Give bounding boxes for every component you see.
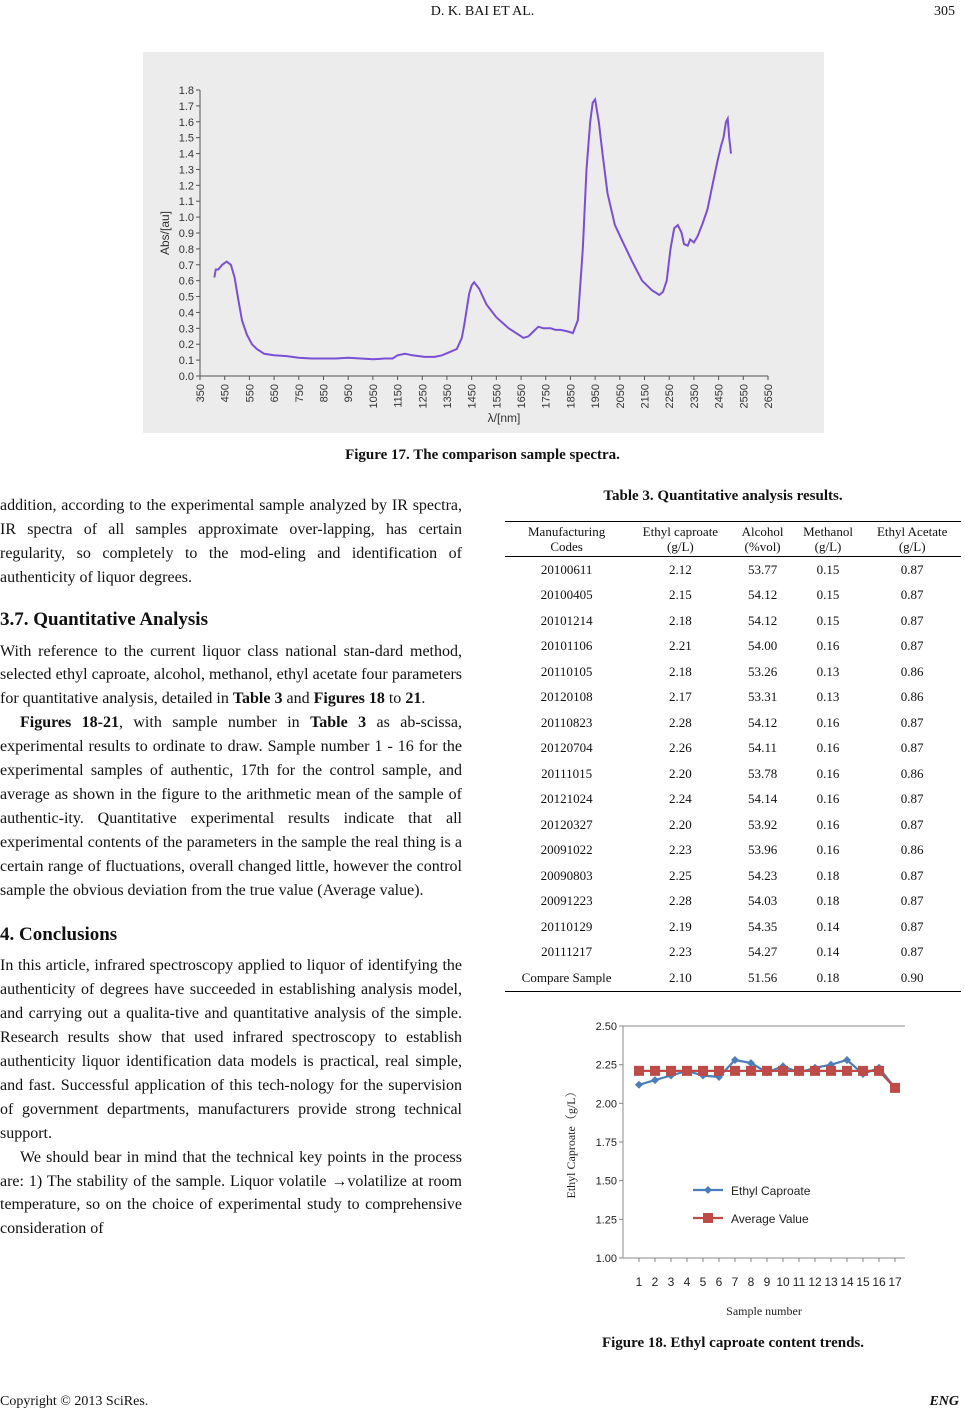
table-row bbox=[505, 685, 961, 711]
table-cell: 0.18 bbox=[816, 893, 840, 909]
y-tick-label: 1.5 bbox=[178, 132, 194, 145]
x-tick-label: 350 bbox=[195, 384, 207, 403]
table-cell: Compare Sample bbox=[505, 965, 628, 991]
table-cell: 20100405 bbox=[540, 587, 593, 603]
x-tick-label: 950 bbox=[343, 384, 356, 403]
table-cell: 0.16 bbox=[816, 842, 840, 858]
y-tick-label: 0.5 bbox=[178, 291, 194, 304]
table-cell: 20090803 bbox=[540, 867, 593, 883]
table-cell: 53.31 bbox=[747, 689, 778, 705]
legend-marker bbox=[703, 1213, 713, 1223]
section-heading-3-7: 3.7. Quantitative Analysis bbox=[0, 608, 208, 630]
x-tick-label: 1550 bbox=[491, 384, 504, 409]
data-point bbox=[730, 1066, 740, 1076]
table-ref[interactable]: Table 3 bbox=[310, 714, 367, 732]
column-header-line: Alcohol bbox=[741, 524, 784, 539]
x-tick-label: 2050 bbox=[614, 384, 627, 409]
data-point bbox=[858, 1066, 868, 1076]
x-tick-label: 1950 bbox=[590, 384, 603, 409]
table-cell: 20091022 bbox=[540, 842, 593, 858]
table-row bbox=[505, 761, 961, 787]
data-point bbox=[842, 1066, 852, 1076]
data-point bbox=[794, 1066, 804, 1076]
x-axis-label: Sample number bbox=[726, 1304, 802, 1318]
table-cell: 20120108 bbox=[540, 689, 593, 705]
y-tick-label: 1.75 bbox=[595, 1137, 617, 1149]
table-cell: 54.12 bbox=[747, 587, 778, 603]
table-cell: 54.03 bbox=[747, 893, 778, 909]
table-row bbox=[505, 965, 961, 991]
table-row bbox=[505, 838, 961, 864]
x-tick-label: 1750 bbox=[540, 384, 553, 409]
x-tick-label: 2350 bbox=[688, 384, 701, 409]
table-row bbox=[505, 889, 961, 915]
data-point bbox=[682, 1066, 692, 1076]
x-tick-label: 2150 bbox=[639, 384, 652, 409]
table-row bbox=[505, 940, 961, 966]
x-tick-label: 2250 bbox=[664, 384, 677, 409]
data-point bbox=[635, 1081, 643, 1089]
x-tick-label: 6 bbox=[715, 1275, 723, 1289]
table-cell: 20111015 bbox=[541, 765, 593, 781]
table-cell: 20101214 bbox=[540, 612, 593, 628]
table-cell: 53.77 bbox=[747, 561, 778, 577]
table-cell: 20100611 bbox=[540, 561, 593, 577]
column-header-line: (%vol) bbox=[744, 539, 781, 554]
table-cell: 0.87 bbox=[900, 561, 924, 577]
table-row bbox=[505, 659, 961, 685]
y-tick-label: 2.00 bbox=[595, 1098, 617, 1111]
table-row bbox=[505, 736, 961, 762]
table-cell: 2.12 bbox=[668, 561, 692, 577]
y-tick-label: 1.4 bbox=[178, 148, 194, 161]
y-tick-label: 1.2 bbox=[178, 180, 194, 193]
table-cell: 54.12 bbox=[747, 714, 778, 730]
y-tick-label: 1.50 bbox=[595, 1175, 617, 1188]
table-cell: 2.26 bbox=[668, 740, 692, 756]
column-header bbox=[793, 522, 864, 557]
x-tick-label: 1650 bbox=[516, 384, 529, 409]
table-row bbox=[505, 710, 961, 736]
table-row bbox=[505, 812, 961, 838]
spectrum-line bbox=[214, 100, 731, 360]
table-cell: 0.16 bbox=[816, 714, 840, 730]
x-tick-label: 9 bbox=[763, 1275, 771, 1289]
x-tick-label: 2550 bbox=[738, 384, 751, 409]
x-tick-label: 1150 bbox=[392, 384, 405, 408]
table-cell: 0.87 bbox=[900, 816, 924, 832]
y-tick-label: 0.2 bbox=[178, 339, 194, 352]
table-cell: 54.35 bbox=[747, 918, 778, 934]
paragraph: addition, according to the experimental sample analyzed by IR spectra, IR spectra of all samples approximate over-lapping, has certain regularity, so completely to the mod-eling and identification of authenticity of liquor degrees. bbox=[0, 497, 462, 586]
data-point bbox=[778, 1066, 788, 1076]
table-cell: 0.87 bbox=[900, 791, 924, 807]
data-point bbox=[634, 1066, 644, 1076]
table-cell: 0.16 bbox=[816, 638, 840, 654]
table-cell: 2.20 bbox=[668, 816, 692, 832]
column-header bbox=[628, 522, 732, 557]
table-cell: 0.86 bbox=[900, 842, 924, 858]
table-row bbox=[505, 634, 961, 660]
y-tick-label: 1.8 bbox=[178, 85, 194, 97]
data-point bbox=[810, 1066, 820, 1076]
y-tick-label: 0.7 bbox=[178, 259, 194, 272]
y-tick-label: 1.7 bbox=[178, 100, 194, 113]
table-cell: 54.27 bbox=[747, 944, 778, 960]
table-cell: 20110823 bbox=[540, 714, 593, 730]
table-cell: 2.19 bbox=[668, 918, 692, 934]
table-cell: 0.87 bbox=[900, 714, 924, 730]
figure-ref[interactable]: Figures 18 bbox=[313, 690, 385, 708]
x-axis-label: λ/[nm] bbox=[487, 411, 521, 425]
table-cell: 20120327 bbox=[540, 816, 593, 832]
x-tick-label: 1450 bbox=[466, 384, 479, 409]
x-tick-label: 4 bbox=[683, 1275, 691, 1289]
table-cell: 0.16 bbox=[816, 740, 840, 756]
table-cell: 0.15 bbox=[816, 612, 840, 628]
x-tick-label: 17 bbox=[888, 1275, 902, 1289]
table-cell: 20091223 bbox=[540, 893, 593, 909]
table-cell: 2.18 bbox=[668, 663, 692, 679]
x-tick-label: 10 bbox=[776, 1275, 790, 1289]
legend-marker bbox=[704, 1186, 712, 1194]
data-point bbox=[698, 1066, 708, 1076]
section-heading-4: 4. Conclusions bbox=[0, 923, 118, 945]
table-cell: 2.23 bbox=[668, 944, 692, 960]
column-header-line: Methanol bbox=[803, 524, 853, 539]
data-point bbox=[651, 1076, 659, 1084]
table-cell: 0.87 bbox=[900, 944, 924, 960]
y-axis-label: Abs/[au] bbox=[158, 210, 172, 256]
table-cell: 2.21 bbox=[668, 638, 692, 654]
table-cell: 2.23 bbox=[668, 842, 692, 858]
legend-label: Ethyl Caproate bbox=[731, 1184, 811, 1198]
x-tick-label: 2450 bbox=[713, 384, 726, 409]
x-tick-label: 550 bbox=[244, 384, 257, 403]
table-cell: 0.16 bbox=[816, 816, 840, 832]
x-tick-label: 650 bbox=[269, 384, 282, 403]
table-cell: 54.11 bbox=[748, 740, 777, 756]
y-tick-label: 0.6 bbox=[178, 275, 194, 288]
running-title: D. K. BAI ET AL. bbox=[430, 4, 535, 19]
y-tick-label: 2.25 bbox=[595, 1059, 617, 1072]
left-column bbox=[0, 494, 462, 1241]
page-number: 305 bbox=[934, 4, 955, 19]
table-cell: 0.87 bbox=[900, 918, 924, 934]
column-header-line: (g/L) bbox=[814, 539, 842, 554]
paragraph: With reference to the current liquor class national stan-dard method, selected ethyl caproate, alcohol, methanol, ethyl acetate four parameters for quantitative analysis, detailed in Table 3 and Figures 18 to 21. bbox=[0, 642, 462, 708]
table-cell: 0.86 bbox=[900, 663, 924, 679]
table-cell: 53.92 bbox=[747, 816, 778, 832]
table-3 bbox=[505, 521, 961, 992]
table-row bbox=[505, 863, 961, 889]
x-tick-label: 850 bbox=[318, 384, 331, 403]
table-cell: 2.24 bbox=[668, 791, 692, 807]
figure-17 bbox=[143, 52, 824, 433]
y-tick-label: 0.4 bbox=[178, 307, 194, 320]
x-tick-label: 1850 bbox=[565, 384, 578, 409]
x-tick-label: 1050 bbox=[367, 384, 380, 409]
table-cell: 53.96 bbox=[747, 842, 778, 858]
column-header-line: Ethyl caproate bbox=[642, 524, 719, 539]
table-header-row bbox=[505, 522, 961, 557]
data-point bbox=[650, 1066, 660, 1076]
table-cell: 0.15 bbox=[816, 561, 840, 577]
column-header-line: Ethyl Acetate bbox=[876, 524, 948, 539]
footer-copyright: Copyright © 2013 SciRes. bbox=[0, 1394, 149, 1409]
figure-18-caption: Figure 18. Ethyl caproate content trends. bbox=[601, 1335, 865, 1351]
table-cell: 54.23 bbox=[747, 867, 778, 883]
figure-18 bbox=[563, 1012, 913, 1324]
x-tick-label: 1250 bbox=[417, 384, 430, 409]
table-cell: 2.18 bbox=[668, 612, 692, 628]
y-tick-label: 0.3 bbox=[178, 323, 194, 336]
table-cell: 20111217 bbox=[541, 944, 593, 960]
x-tick-label: 1350 bbox=[441, 384, 454, 409]
table-cell: 54.14 bbox=[747, 791, 778, 807]
table-cell: 0.87 bbox=[900, 893, 924, 909]
table-cell: 0.14 bbox=[816, 918, 840, 934]
data-point bbox=[762, 1066, 772, 1076]
x-tick-label: 750 bbox=[293, 384, 306, 403]
paragraph: We should bear in mind that the technical key points in the process are: 1) The stability of the sample. Liquor volatile →volatilize at room temperature, so on the choice of experimental study to comprehensive consideration of bbox=[0, 1148, 462, 1238]
table-cell: 0.15 bbox=[816, 587, 840, 603]
x-tick-label: 15 bbox=[856, 1275, 870, 1289]
table-cell: 20110105 bbox=[540, 663, 593, 679]
table-row bbox=[505, 608, 961, 634]
column-header-line: Manufacturing bbox=[527, 524, 606, 539]
paragraph: Figures 18-21, with sample number in Table 3 as ab-scissa, experimental results to ordinate to draw. Sample number 1 - 16 for the experimental samples of authentic, 17th for the control sample, and average as shown in the figure to the arithmetic mean of the sample of authentic-ity. Quantitative experimental results indicate that all experimental contents of the parameters in the sample the real thing is a certain range of fluctuations, overall changed little, however the control sample the obvious deviation from the true value (Average value). bbox=[0, 714, 462, 899]
table-cell: 2.28 bbox=[668, 714, 692, 730]
table-cell: 0.13 bbox=[816, 689, 840, 705]
data-point bbox=[666, 1066, 676, 1076]
y-tick-label: 0.8 bbox=[178, 243, 194, 256]
table-cell: 0.86 bbox=[900, 765, 924, 781]
x-tick-label: 12 bbox=[808, 1275, 822, 1289]
y-tick-label: 0.1 bbox=[178, 355, 194, 368]
x-tick-label: 1 bbox=[635, 1275, 643, 1289]
paragraph: In this article, infrared spectroscopy applied to liquor of identifying the authenticity of degrees have succeeded in establishing analysis model, and carrying out a qualita-tive and quantitative analysis of the simple. Research results show that used infrared spectroscopy to establish authenticity liquor identification data models is practical, real simple, and fast. Successful application of this tech-nology for the supervision of government departments, manufacturers provide strong technical support. bbox=[0, 957, 462, 1142]
table-cell: 54.12 bbox=[747, 612, 778, 628]
y-axis-label: Ethyl Caproate（g/L） bbox=[564, 1085, 578, 1199]
x-tick-label: 13 bbox=[824, 1275, 838, 1289]
x-tick-label: 3 bbox=[667, 1275, 675, 1289]
y-tick-label: 1.00 bbox=[595, 1253, 617, 1265]
x-tick-label: 14 bbox=[840, 1275, 854, 1289]
table-cell: 0.87 bbox=[900, 612, 924, 628]
table-cell: 0.14 bbox=[816, 944, 840, 960]
table-row bbox=[505, 583, 961, 609]
y-tick-label: 0.0 bbox=[178, 371, 194, 383]
table-cell: 0.87 bbox=[900, 638, 924, 654]
x-tick-label: 2650 bbox=[763, 384, 775, 409]
table-cell: 0.86 bbox=[900, 689, 924, 705]
table-cell: 20121024 bbox=[540, 791, 593, 807]
table-cell: 0.87 bbox=[900, 740, 924, 756]
table-cell: 0.16 bbox=[816, 765, 840, 781]
data-point bbox=[874, 1066, 884, 1076]
y-tick-label: 1.3 bbox=[178, 164, 194, 177]
ethyl-caproate-chart bbox=[563, 1012, 913, 1324]
table-cell: 0.13 bbox=[816, 663, 840, 679]
y-tick-label: 1.1 bbox=[178, 196, 194, 209]
table-cell: 0.87 bbox=[900, 587, 924, 603]
x-tick-label: 11 bbox=[792, 1275, 806, 1289]
column-header bbox=[732, 522, 792, 557]
y-tick-label: 0.9 bbox=[178, 228, 194, 240]
y-tick-label: 1.25 bbox=[595, 1214, 617, 1227]
data-point bbox=[890, 1083, 900, 1093]
table-row bbox=[505, 557, 961, 583]
x-tick-label: 7 bbox=[731, 1275, 739, 1289]
running-header bbox=[0, 4, 965, 24]
table-cell: 0.87 bbox=[900, 867, 924, 883]
y-tick-label: 1.0 bbox=[178, 212, 194, 225]
table-cell: 2.25 bbox=[668, 867, 692, 883]
data-point bbox=[826, 1066, 836, 1076]
figure-ref[interactable]: 21 bbox=[405, 690, 422, 708]
table-cell: 2.10 bbox=[628, 965, 732, 991]
data-point bbox=[714, 1066, 724, 1076]
x-tick-label: 450 bbox=[219, 384, 232, 403]
x-tick-label: 8 bbox=[747, 1275, 755, 1289]
table-row bbox=[505, 914, 961, 940]
spectra-chart bbox=[143, 52, 824, 433]
x-tick-label: 5 bbox=[699, 1275, 707, 1289]
footer-journal: ENG bbox=[929, 1394, 959, 1409]
table-cell: 20110129 bbox=[540, 918, 593, 934]
table-cell: 20101106 bbox=[540, 638, 593, 654]
column-header-line: (g/L) bbox=[667, 539, 694, 554]
table-cell: 2.17 bbox=[668, 689, 692, 705]
table-cell: 2.20 bbox=[668, 765, 692, 781]
legend-label: Average Value bbox=[731, 1212, 809, 1226]
table-cell: 53.26 bbox=[747, 663, 778, 679]
column-header bbox=[863, 522, 961, 557]
table-cell: 0.16 bbox=[816, 791, 840, 807]
table-cell: 2.15 bbox=[668, 587, 692, 603]
table-cell: 53.78 bbox=[747, 765, 778, 781]
column-header-line: Codes bbox=[550, 539, 583, 554]
data-point bbox=[746, 1066, 756, 1076]
column-header bbox=[505, 522, 628, 557]
x-tick-label: 2 bbox=[651, 1275, 659, 1289]
table-cell: 0.18 bbox=[816, 867, 840, 883]
table-cell: 2.28 bbox=[668, 893, 692, 909]
table-3-caption: Table 3. Quantitative analysis results. bbox=[603, 488, 843, 504]
table-row bbox=[505, 787, 961, 813]
table-cell: 51.56 bbox=[732, 965, 792, 991]
table-cell: 0.18 bbox=[793, 965, 864, 991]
table-ref[interactable]: Table 3 bbox=[232, 690, 283, 708]
table-cell: 0.90 bbox=[863, 965, 961, 991]
x-tick-label: 16 bbox=[872, 1275, 886, 1289]
table-cell: 20120704 bbox=[540, 740, 593, 756]
y-tick-label: 1.6 bbox=[178, 116, 194, 129]
figure-ref[interactable]: Figures 18-21 bbox=[20, 714, 119, 732]
column-header-line: (g/L) bbox=[898, 539, 926, 554]
table-cell: 54.00 bbox=[747, 638, 778, 654]
figure-17-caption: Figure 17. The comparison sample spectra. bbox=[345, 447, 620, 463]
y-tick-label: 2.50 bbox=[595, 1021, 617, 1033]
